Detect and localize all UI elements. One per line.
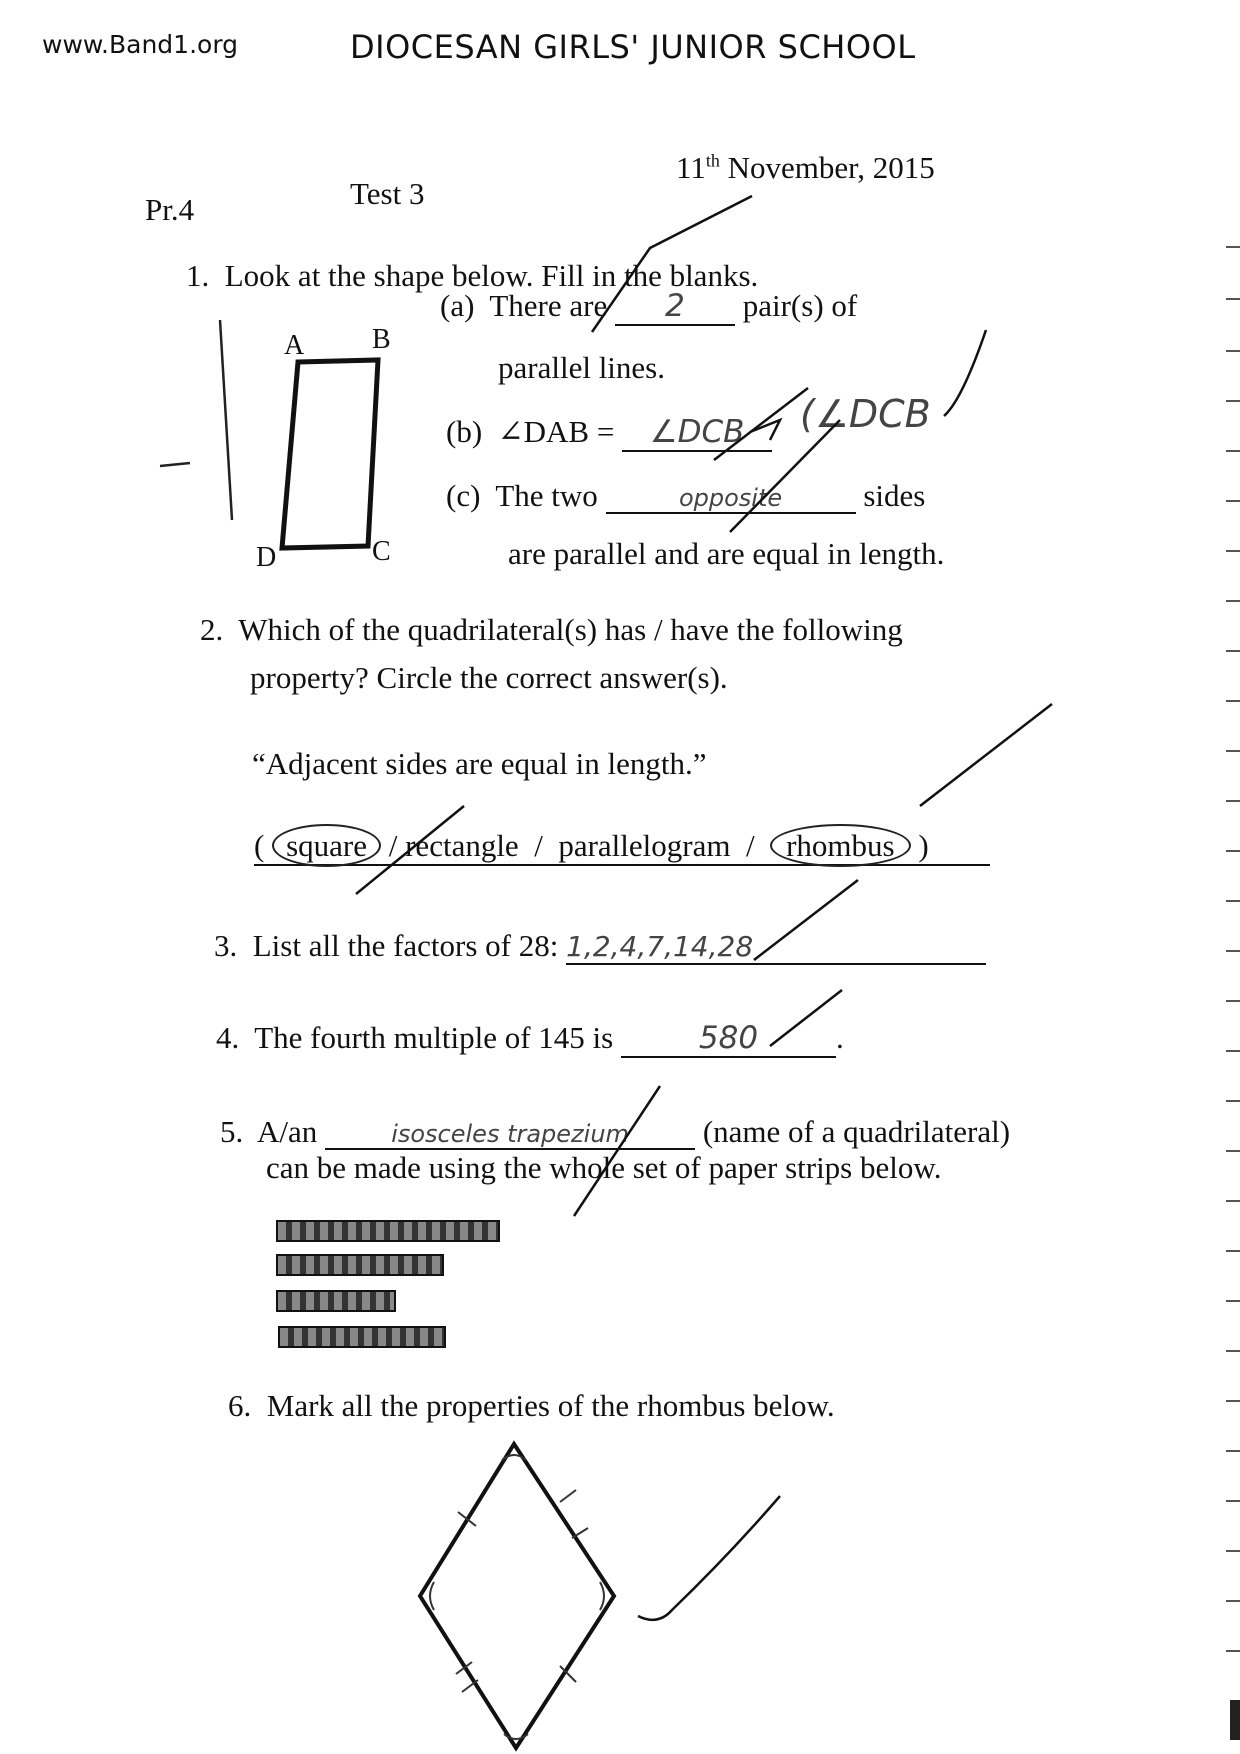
vertex-d: D (256, 542, 277, 573)
q3-number: 3. (214, 928, 238, 963)
q2-number: 2. (200, 612, 224, 647)
q1-text: Look at the shape below. Fill in the blanks. (224, 258, 759, 293)
q4-number: 4. (216, 1020, 240, 1055)
q1c-pre: The two (495, 478, 598, 513)
q1b-correction: (∠DCB (800, 392, 931, 436)
q2-option-rectangle[interactable]: rectangle (405, 828, 519, 863)
q2-quote: “Adjacent sides are equal in length.” (252, 746, 707, 781)
q3-answer[interactable]: 1,2,4,7,14,28 (566, 930, 986, 965)
vertex-a: A (284, 330, 305, 361)
q1-number: 1. (186, 258, 210, 293)
q2-option-square[interactable]: square (272, 824, 381, 867)
q1a-answer[interactable]: 2 (615, 288, 735, 326)
q2-option-parallelogram[interactable]: parallelogram (558, 828, 731, 863)
date-suffix: th (705, 150, 720, 171)
tick-q2-icon (920, 704, 1052, 806)
q2-open-paren: ( (254, 828, 265, 863)
q2-sep-3: / (745, 828, 755, 863)
tick-q1b-icon (944, 330, 986, 416)
q2-option-rhombus[interactable]: rhombus (770, 824, 911, 867)
website-url: www.Band1.org (42, 30, 239, 59)
q1b-label: (b) (446, 414, 483, 449)
tick-q2-slash-icon (356, 806, 464, 894)
q1a-pre: There are (489, 288, 608, 323)
tick-q1c-2-icon (730, 420, 840, 532)
tick-q5-icon (574, 1086, 660, 1216)
q2-close-paren: ) (918, 828, 929, 863)
q1b-pre: ∠DAB = (497, 414, 615, 449)
tick-q1c-icon (714, 388, 808, 460)
q6-text: Mark all the properties of the rhombus below. (266, 1388, 835, 1423)
q4-answer[interactable]: 580 (621, 1020, 836, 1058)
q1c-answer[interactable]: opposite (606, 484, 856, 514)
q5-pre: A/an (257, 1114, 318, 1149)
date-rest: November, 2015 (727, 150, 935, 185)
q2-sep-1: / (388, 828, 398, 863)
q5-line2: can be made using the whole set of paper strips below. (266, 1150, 942, 1185)
q5-answer[interactable]: isosceles trapezium (325, 1120, 695, 1150)
vertex-b: B (372, 324, 391, 355)
q1c-post: sides (863, 478, 926, 513)
q1a-post: pair(s) of (742, 288, 858, 323)
q1b-answer[interactable]: ∠DCB (622, 414, 772, 452)
class-label: Pr.4 (145, 192, 195, 227)
date-day: 11 (676, 150, 706, 185)
q2-line2: property? Circle the correct answer(s). (250, 660, 728, 695)
vertex-c: C (372, 536, 391, 567)
school-name: DIOCESAN GIRLS' JUNIOR SCHOOL (350, 28, 916, 66)
tick-q1a-icon (592, 196, 752, 332)
q3-text: List all the factors of 28: (252, 928, 559, 963)
q4-text: The fourth multiple of 145 is (254, 1020, 614, 1055)
q1c-line2: are parallel and are equal in length. (508, 536, 945, 571)
tick-q4-icon (770, 990, 842, 1046)
q6-number: 6. (228, 1388, 252, 1423)
tick-q3-icon (754, 880, 858, 960)
cross-q1b-icon (750, 420, 780, 440)
q5-number: 5. (220, 1114, 244, 1149)
q2-line1: Which of the quadrilateral(s) has / have the following (238, 612, 903, 647)
q1c-label: (c) (446, 478, 481, 513)
q1a-label: (a) (440, 288, 475, 323)
q2-sep-2: / (534, 828, 543, 863)
q5-post: (name of a quadrilateral) (702, 1114, 1011, 1149)
test-title: Test 3 (350, 176, 425, 211)
q4-end: . (835, 1020, 844, 1055)
q1a-line2: parallel lines. (498, 350, 665, 385)
